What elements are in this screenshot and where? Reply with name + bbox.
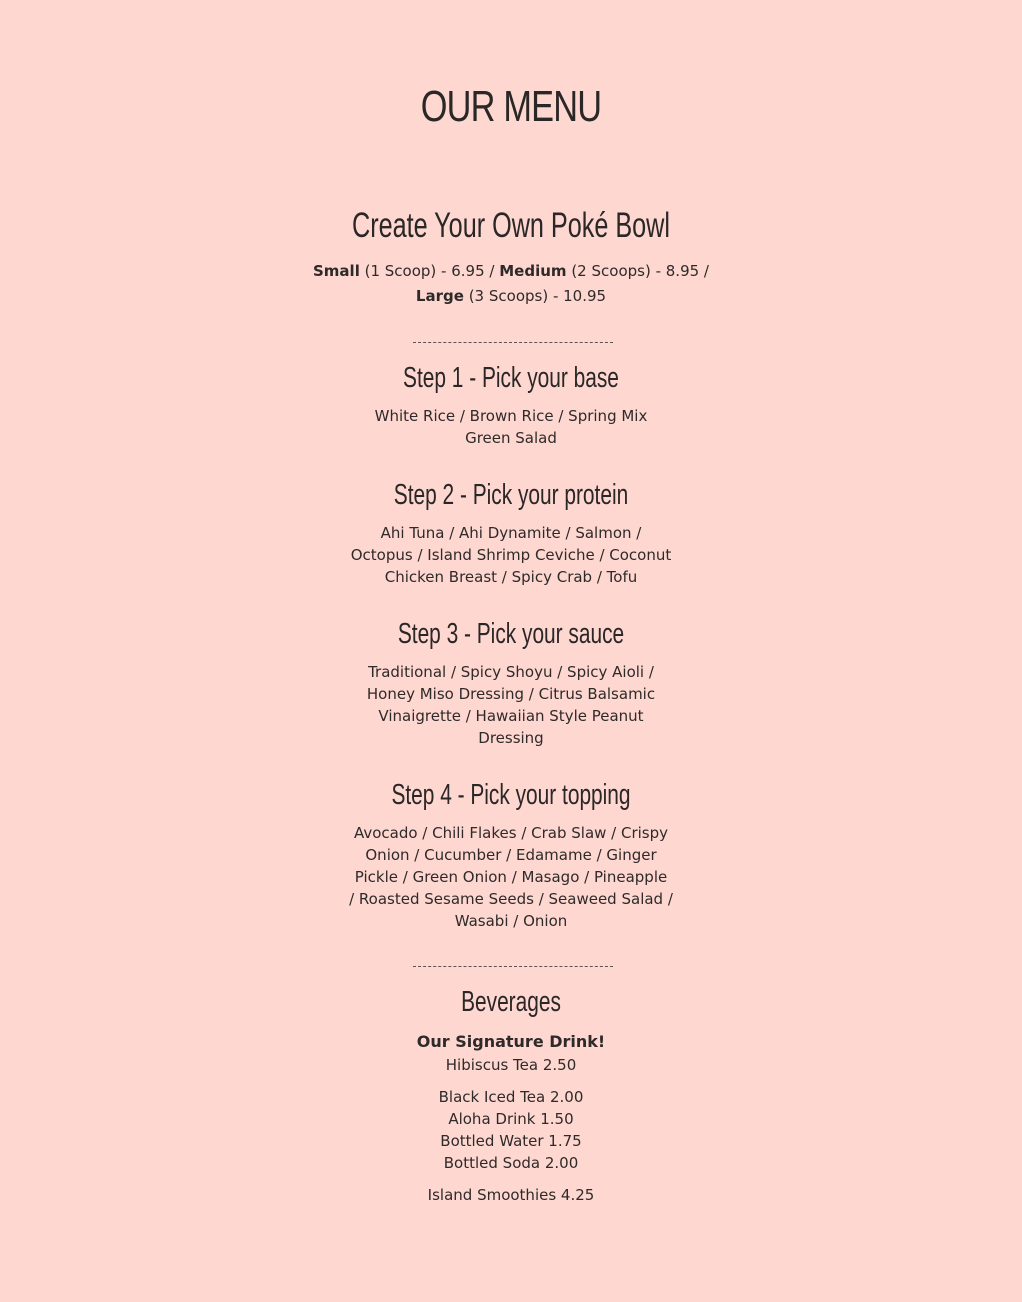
beverage-item: Black Iced Tea 2.00: [438, 1088, 584, 1106]
step-1-line: Green Salad: [465, 429, 557, 447]
step-3-options: [0, 661, 1022, 749]
step-1-line: White Rice / Brown Rice / Spring Mix: [374, 407, 648, 425]
step-1-title: Step 1 - Pick your base: [403, 362, 619, 394]
beverage-list: [0, 1086, 1022, 1174]
step-4-options: [0, 822, 1022, 932]
beverages-title: Beverages: [461, 986, 561, 1018]
beverage-item: Bottled Soda 2.00: [443, 1154, 579, 1172]
step-3-line: Honey Miso Dressing / Citrus Balsamic: [366, 685, 656, 703]
medium-size-detail: (2 Scoops) - 8.95 /: [571, 262, 709, 280]
small-size-label: Small: [313, 262, 360, 280]
bowl-size-prices-line-2: [0, 284, 1022, 309]
large-size-label: Large: [415, 287, 464, 305]
large-size-detail: (3 Scoops) - 10.95: [468, 287, 607, 305]
step-4-line: Wasabi / Onion: [454, 912, 568, 930]
bowl-size-prices-line-1: [0, 259, 1022, 284]
poke-bowl-title: Create Your Own Poké Bowl: [352, 206, 670, 245]
island-smoothies-item: Island Smoothies 4.25: [427, 1186, 595, 1204]
step-3-line: Traditional / Spicy Shoyu / Spicy Aioli /: [368, 663, 654, 681]
step-2-title: Step 2 - Pick your protein: [393, 479, 629, 511]
section-divider: [413, 966, 613, 968]
beverage-item: Aloha Drink 1.50: [448, 1110, 574, 1128]
step-4-title: Step 4 - Pick your topping: [391, 779, 631, 811]
signature-drink-label: Our Signature Drink!: [416, 1032, 606, 1051]
step-4-line: Pickle / Green Onion / Masago / Pineapple: [354, 868, 668, 886]
step-1-options: [0, 405, 1022, 449]
medium-size-label: Medium: [499, 262, 567, 280]
step-2-line: Ahi Tuna / Ahi Dynamite / Salmon /: [380, 524, 642, 542]
section-divider: [413, 342, 613, 344]
step-4-line: Avocado / Chili Flakes / Crab Slaw / Crispy: [353, 824, 669, 842]
step-4-line: Onion / Cucumber / Edamame / Ginger: [365, 846, 657, 864]
step-3-line: Dressing: [478, 729, 544, 747]
step-2-line: Chicken Breast / Spicy Crab / Tofu: [384, 568, 638, 586]
step-3-line: Vinaigrette / Hawaiian Style Peanut: [378, 707, 644, 725]
beverage-item: Bottled Water 1.75: [440, 1132, 582, 1150]
step-2-options: [0, 522, 1022, 588]
step-2-line: Octopus / Island Shrimp Ceviche / Coconut: [350, 546, 672, 564]
step-3-title: Step 3 - Pick your sauce: [397, 618, 625, 650]
signature-drink-item: Hibiscus Tea 2.50: [445, 1056, 577, 1074]
menu-title: OUR MENU: [420, 82, 602, 131]
small-size-detail: (1 Scoop) - 6.95 /: [364, 262, 495, 280]
step-4-line: / Roasted Sesame Seeds / Seaweed Salad /: [349, 890, 673, 908]
